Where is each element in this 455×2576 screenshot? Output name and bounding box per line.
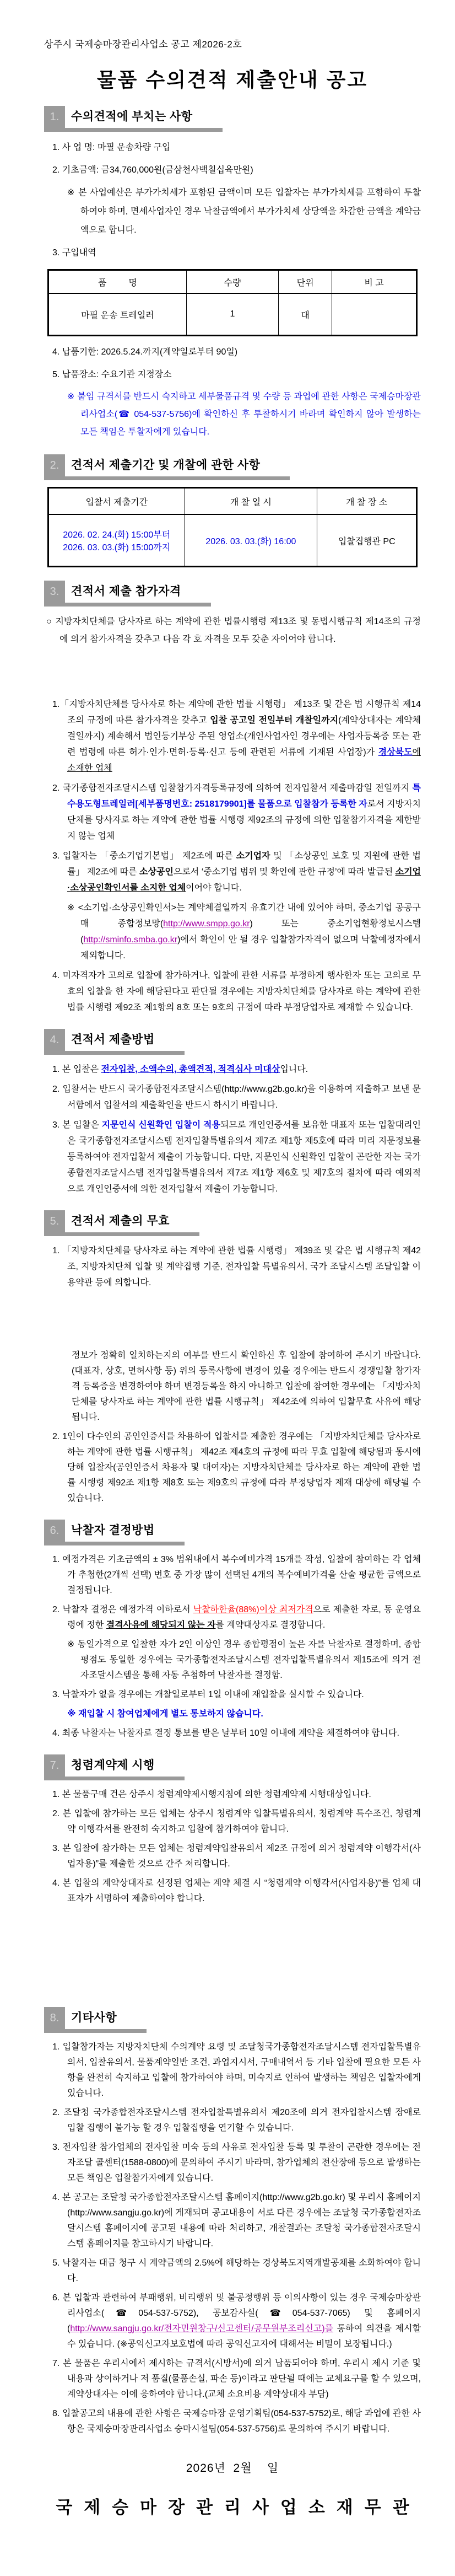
column-header: 개 찰 일 시 bbox=[185, 488, 317, 515]
text-run: 1. 본 입찰은 bbox=[52, 1065, 101, 1074]
section-number-badge: 5. bbox=[44, 1210, 65, 1232]
text-run: 및 「소상공인 보호 및 지원에 관한 법률」 제2조에 따른 bbox=[67, 851, 421, 877]
text-run: 7. 본 물품은 우리시에서 제시하는 규격서(시방서)에 의거 납품되어야 하며, 우리시 제시 기준 및 내용과 상이하거나 저 품질(물품손실, 파손 등)이라고 판단될 때에는 교체요구를 할 수 있으며, 계약상대자는 이에 응하여야 합니다.(교체 소요비용 계약상대자 부담) bbox=[52, 2359, 421, 2399]
text-run: ※ 재입찰 시 참여업체에게 별도 통보하지 않습니다. bbox=[67, 1709, 263, 1719]
notice-number: 상주시 국제승마장관리사업소 공고 제2026-2호 bbox=[44, 39, 242, 50]
text-run: 으로서 ‘중소기업 범위 및 확인에 관한 규정’에 따라 발급된 bbox=[173, 867, 396, 877]
text-run: 결격사유에 해당되지 않는 자 bbox=[106, 1620, 216, 1630]
text-run: 3. 낙찰자가 없을 경우에는 개찰일로부터 1일 이내에 재입찰을 실시할 수 있습니다. bbox=[52, 1690, 364, 1699]
text-run: 3. 입찰자는 「중소기업기본법」 제2조에 따른 bbox=[52, 851, 236, 861]
text-run: 2. 국가종합전자조달시스템 입찰참가자격등록규정에 의하여 전자입찰서 제출마감일 전일까지 bbox=[52, 783, 413, 793]
paragraph bbox=[52, 780, 421, 844]
table-cell bbox=[332, 293, 417, 336]
section-heading-bar bbox=[44, 1029, 185, 1055]
paragraph bbox=[52, 848, 421, 896]
text-run: 2. 조달청 국가종합전자조달시스템 전자입찰특별유의서 제20조에 의거 전자입찰시스템 장애로 입찰 집행이 불가능 할 경우 입찰집행을 연기할 수 있습니다. bbox=[52, 2108, 421, 2133]
text-run: 되므로 개인인증서를 보유한 대표자 또는 입찰대리인은 국가종합전자조달시스템 전자입찰특별유의서 제7조 제1항 제5호에 따라 미리 지문정보를 등록하여야 전자입찰서 제출이 가능합니다. 다만, 지문인식 신원확인 입찰이 곤란한 자는 국가종합전자조달시스템 전자입찰특별유의서 제7조 제1항 제6호 및 제7호의 절차에 따라 예외적으로 개인인증서에 의한 전자입찰서 제출이 가능합니다. bbox=[67, 1120, 421, 1194]
section-heading-4 bbox=[44, 1029, 421, 1055]
paragraph bbox=[52, 1876, 421, 1907]
text-run: 3. 본 입찰은 bbox=[52, 1120, 102, 1130]
section-heading-bar bbox=[44, 1520, 185, 1545]
text-run: 6. 본 입찰과 관련하여 부패행위, 비리행위 및 불공정행위 등 이의사항이 있는 경우 국제승마장관리사업소(☎054-537-5752), 공보감사실(☎054-537-7065) 및 홈페이지 ( bbox=[52, 2293, 421, 2333]
section-title: 견적서 제출의 무효 bbox=[71, 1215, 170, 1227]
text-run: 3. 본 입찰에 참가하는 모든 업체는 청렴계약입찰유의서 제2조 규정에 의거 청렴계약 이행각서(사업자용)”를 제출한 것으로 간주 처리합니다. bbox=[52, 1844, 421, 1869]
paragraph bbox=[52, 1061, 421, 1077]
section-heading-3 bbox=[44, 581, 421, 607]
text-run: 4. 최종 낙찰자는 낙찰자로 결정 통보를 받은 날부터 10일 이내에 계약을 체결하여야 합니다. bbox=[52, 1729, 399, 1738]
paragraph bbox=[67, 388, 421, 441]
text-run: 4. 본 입찰의 계약상대자로 선정된 업체는 계약 체결 시 “청렴계약 이행각서(사업자용)”를 업체 대표자가 서명하여 제출하여야 합니다. bbox=[52, 1879, 421, 1903]
text-run: 정보가 정확히 일치하는지의 여부를 반드시 확인하신 후 입찰에 참여하여 주시기 바랍니다.(대표자, 상호, 면허사항 등) 위의 등록사항에 변경이 있을 경우에는 반드시 경쟁입찰 참가자격 등록증을 변경하여야 하며 변경등록을 하지 아니하고 입찰에 참여한 경우에는 「지방자치단체를 당사자로 하는 계약에 관한 법률 시행규칙」 제42조에 의하여 입찰무효 사유에 해당됩니다. bbox=[72, 1351, 421, 1422]
section-heading-bar bbox=[44, 581, 211, 607]
text-run: 4. 본 공고는 조달청 국가종합전자조달시스템 홈페이지(http://www.g2b.go.kr) 및 우리시 홈페이지 (http://www.sangju.go.kr)에 게재되며 공고내용이 서로 다른 경우에는 조달청 국가종합전자조달시스템 홈페이지에 공고된 내용에 따라 처리하고, 개찰결과는 조달청 국가종합전자조달시스템 홈페이지를 참고하시기 바랍니다. bbox=[52, 2193, 421, 2248]
section-heading-bar bbox=[44, 2007, 147, 2033]
text-run: 입찰 공고일 전일부터 개찰일까지 bbox=[210, 716, 339, 725]
text-run: 3. 구입내역 bbox=[52, 248, 96, 257]
section-heading-bar bbox=[44, 106, 223, 132]
section-heading-7 bbox=[44, 1754, 421, 1780]
text-run: 3. 전자입찰 참가업체의 전자입찰 미숙 등의 사유로 전자입찰 등록 및 투찰이 곤란한 경우에는 전자조달 콜센터(1588-0800)에 문의하여 주시기 바라며, 참가업체의 전산장애 등으로 발생하는 모든 책임은 입찰참가자에게 있습니다. bbox=[52, 2143, 421, 2183]
text-run: 으로 제출한 자로, 동 운영요령에 정한 bbox=[67, 1605, 421, 1630]
text-run: 1. 「지방자치단체를 당사자로 하는 계약에 관한 법률 시행령」 제39조 및 같은 법 시행규칙 제42조, 지방자치단체 입찰 및 계약집행 기준, 전자입찰 특별유의서, 국가 조달시스템 조달입찰 이용약관 등에 의합니다. bbox=[52, 1246, 421, 1287]
section-title: 견적서 제출 참가자격 bbox=[71, 585, 181, 598]
paragraph bbox=[46, 613, 421, 648]
paragraph bbox=[52, 2356, 421, 2402]
text-run: 를 계약대상자로 결정합니다. bbox=[215, 1620, 326, 1630]
text-run: 특수용도형트레일러[세부품명번호: 2518179901]를 물품으로 입찰참가 등록한 자 bbox=[67, 783, 421, 809]
table-row bbox=[48, 514, 417, 567]
text-run: 4. 미자격자가 고의로 입찰에 참가하거나, 입찰에 관한 서류를 부정하게 행사한자 또는 고의로 무효의 입찰을 한 자에 해당된다고 판단될 경우에는 지방자치단체를 당사자로 하는 계약에 관한 법률 시행령 제92조 제1항의 8호 또는 9호의 규정에 따라 부정당업자로 제재할 수 있습니다. bbox=[52, 971, 421, 1012]
section-number-badge: 6. bbox=[44, 1520, 65, 1542]
paragraph bbox=[52, 244, 421, 262]
text-run: 1.「지방자치단체를 당사자로 하는 계약에 관한 법률 시행령」 제13조 및 같은 법 시행규칙 제14조의 규정에 따른 참가자격을 갖추고 bbox=[52, 700, 421, 725]
text-run: 1. 예정가격은 기초금액의 ± 3% 범위내에서 복수예비가격 15개를 작성, 입찰에 참여하는 각 업체가 추첨한(2개씩 선택) 번호 중 가장 많이 선택된 4개의 복수예비가격을 산술 평균한 금액으로 결정됩니다. bbox=[52, 1555, 421, 1595]
paragraph bbox=[52, 1787, 421, 1802]
text-run: 5. 낙찰자는 대금 청구 시 계약금액의 2.5%에 해당하는 경상북도지역개발공채를 소화하여야 합니다. bbox=[52, 2258, 421, 2283]
section-title: 견적서 제출기간 및 개찰에 관한 사항 bbox=[71, 459, 261, 471]
section-number-badge: 3. bbox=[44, 581, 65, 603]
text-run: 로서 지방자치단체를 당사자로 하는 계약에 관한 법률 시행령 제92조의 규정에 의한 입찰참가자격을 제한받지 않는 업체 bbox=[67, 799, 421, 841]
text-run: 전자입찰, 소액수의, 총액견적, 적격심사 미대상 bbox=[101, 1065, 280, 1074]
section-heading-bar bbox=[44, 1754, 185, 1780]
paragraph bbox=[52, 968, 421, 1016]
text-run: ※ <소기업·소상공인확인서>는 계약체결일까지 유효기간 내에 있어야 하며, 중소기업 공공구매 종합정보망( bbox=[67, 903, 421, 929]
paragraph bbox=[52, 2290, 421, 2352]
table-cell: 입찰집행관 PC bbox=[317, 514, 417, 567]
paragraph bbox=[52, 1687, 421, 1703]
paragraph bbox=[52, 2256, 421, 2287]
paragraph bbox=[52, 366, 421, 384]
url-link[interactable]: http://sminfo.smba.go.kr bbox=[83, 935, 178, 944]
document-page-2 bbox=[0, 644, 455, 1288]
paragraph bbox=[52, 343, 421, 362]
table-row bbox=[48, 293, 417, 336]
text-run: 2. 1인이 다수인의 공인인증서를 차용하여 입찰서를 제출한 경우에는 「지방자치단체를 당사자로 하는 계약에 관한 법률 시행규칙」 제42조 제4호의 규정에 따라 무효 입찰에 해당됨과 동시에 당해 입찰자(공인인증서 차용자 및 대여자)는 지방자치단체를 당사자로 하는 계약에 관한 법률 시행령 제92조 제1항 제8호 또는 제9호의 규정에 따라 부정당업자 제재 대상에 해당될 수 있습니다. bbox=[52, 1432, 421, 1503]
paragraph bbox=[52, 2140, 421, 2186]
paragraph bbox=[52, 1726, 421, 1741]
section-heading-6 bbox=[44, 1520, 421, 1545]
signing-authority: 국제승마장관리사업소재무관 bbox=[56, 2498, 421, 2517]
table-cell: 마필 운송 트레일러 bbox=[48, 293, 187, 336]
text-run: 1. 입찰참가자는 지방자치단체 수의계약 요령 및 조달청국가종합전자조달시스템 전자입찰특별유의서, 입찰유의서, 물품계약일반 조건, 과업지시서, 구매내역서 등 기타 입찰에 필요한 모든 사항을 완전히 숙지하고 입찰에 참가하여야 하며, 미숙지로 인하여 발생하는 책임은 입찰자에게 있습니다. bbox=[52, 2042, 421, 2098]
date-line: 2026년 2월 일 bbox=[186, 2462, 279, 2475]
paragraph bbox=[67, 1637, 421, 1683]
section-heading-5 bbox=[44, 1210, 421, 1236]
text-run: 2. 낙찰자 결정은 예정가격 이하로서 bbox=[52, 1605, 193, 1614]
column-header: 비 고 bbox=[332, 270, 417, 294]
section-title: 견적서 제출방법 bbox=[71, 1033, 155, 1046]
paragraph bbox=[52, 1117, 421, 1197]
text-run: 소기업자 bbox=[236, 851, 270, 861]
paragraph bbox=[52, 2190, 421, 2252]
text-run: ※ 동일가격으로 입찰한 자가 2인 이상인 경우 종합평점이 높은 자를 낙찰자로 결정하며, 종합평점도 동일한 경우에는 국가종합전자조달시스템 전자입찰특별유의서 제15조에 의거 전자조달시스템을 통해 자동 추첨하여 낙찰자를 결정함. bbox=[67, 1640, 421, 1680]
paragraph bbox=[67, 184, 421, 240]
text-run: 2. 입찰서는 반드시 국가종합전자조달시스템(http://www.g2b.go.kr)을 이용하여 제출하고 보낸 문서함에서 입찰서의 제출확인을 반드시 하시기 바랍니다. bbox=[52, 1085, 421, 1110]
section-number-badge: 1. bbox=[44, 106, 65, 128]
section-number-badge: 7. bbox=[44, 1754, 65, 1777]
section-number-badge: 8. bbox=[44, 2007, 65, 2029]
text-run: 4. 납품기한: 2026.5.24.까지(계약일로부터 90일) bbox=[52, 347, 238, 357]
text-run: )에서 확인이 안 될 경우 입찰참가자격이 없으며 낙찰예정자에서 제외합니다. bbox=[80, 935, 421, 960]
page-2-content bbox=[44, 696, 421, 1311]
schedule-table bbox=[47, 487, 418, 567]
table-header-row bbox=[48, 488, 417, 515]
text-run: (계약상대자는 계약체결일까지) 계속해서 법인등기부상 주된 영업소(개인사업자인 경우에는 사업자등록증 또는 관련 법령에 따른 허가·인가·면허·등록·신고 등에 관련된 서류에 기재된 사업장)가 bbox=[67, 716, 421, 757]
paragraph bbox=[52, 2040, 421, 2101]
goods-table bbox=[47, 269, 418, 336]
text-run: ※ 본 사업예산은 부가가치세가 포함된 금액이며 모든 입찰자는 부가가치세를 포함하여 투찰하여야 하며, 면세사업자인 경우 낙찰금액에서 부가가치세 상당액을 차감한 금액을 계약금액으로 합니다. bbox=[67, 188, 421, 235]
section-heading-2 bbox=[44, 454, 421, 480]
text-run: 1. 본 물품구매 건은 상주시 청렴계약제시행지침에 의한 청렴계약제 시행대상입니다. bbox=[52, 1790, 371, 1799]
paragraph bbox=[52, 1806, 421, 1837]
text-run: 소기업·소상공인확인서를 소지한 업체 bbox=[67, 867, 421, 893]
text-run: 2. 기초금액: 금34,760,000원(금삼천사백칠십육만원) bbox=[52, 165, 253, 175]
section-heading-1 bbox=[44, 106, 421, 132]
section-title: 청렴계약제 시행 bbox=[71, 1759, 155, 1772]
paragraph bbox=[52, 1243, 421, 1291]
document-page-1 bbox=[0, 0, 455, 644]
paragraph bbox=[52, 161, 421, 180]
text-run: 낙찰하한율(88%)이상 최저가격 bbox=[193, 1605, 313, 1614]
table-cell: 2026. 02. 24.(화) 15:00부터 2026. 03. 03.(화) 15:00까지 bbox=[48, 514, 185, 567]
paragraph bbox=[67, 900, 421, 964]
paragraph bbox=[52, 1429, 421, 1506]
table-header-row bbox=[48, 270, 417, 294]
text-run: ) 또는 중소기업현황정보시스템( bbox=[80, 919, 421, 944]
text-run: 지문인식 신원확인 입찰이 적용 bbox=[101, 1120, 220, 1130]
section-title: 낙찰자 결정방법 bbox=[71, 1524, 155, 1537]
document-title: 물품 수의견적 제출안내 공고 bbox=[96, 68, 369, 91]
paragraph bbox=[52, 1552, 421, 1598]
section-number-badge: 4. bbox=[44, 1029, 65, 1051]
paragraph bbox=[67, 1706, 421, 1722]
column-header: 단위 bbox=[279, 270, 332, 294]
section-number-badge: 2. bbox=[44, 454, 65, 476]
table-cell: 2026. 03. 03.(화) 16:00 bbox=[185, 514, 317, 567]
text-run: 5. 납품장소: 수요기관 지정장소 bbox=[52, 370, 172, 379]
page-3-content bbox=[44, 1348, 421, 1907]
url-link[interactable]: http://www.smpp.go.kr bbox=[163, 919, 250, 929]
section-title: 기타사항 bbox=[71, 2011, 117, 2024]
paragraph bbox=[52, 138, 421, 157]
text-run: 경상북도 bbox=[378, 748, 413, 757]
page-1-content bbox=[44, 106, 421, 648]
text-run: ※ 붙임 규격서를 반드시 숙지하고 세부물품규격 및 수량 등 과업에 관한 사항은 국제승마장관리사업소(☎ 054-537-5756)에 확인하신 후 투찰하시기 바라며 확인하지 않아 발생하는 모든 책임은 투찰자에게 있습니다. bbox=[67, 392, 421, 437]
text-run: 입니다. bbox=[280, 1065, 308, 1074]
text-run: 이어야 합니다. bbox=[186, 883, 242, 893]
column-header: 입찰서 제출기간 bbox=[48, 488, 185, 515]
text-run: 8. 입찰공고의 내용에 관한 사항은 국제승마장 운영기획팀(054-537-5752)로, 해당 과업에 관한 사항은 국제승마장관리사업소 승마시설팀(054-537-5756)로 문의하여 주시기 바랍니다. bbox=[52, 2409, 421, 2434]
paragraph bbox=[52, 2406, 421, 2437]
paragraph bbox=[52, 1841, 421, 1872]
document-page-4 bbox=[0, 1932, 455, 2576]
page-4-content bbox=[44, 2007, 421, 2437]
paragraph bbox=[52, 696, 421, 776]
table-cell: 대 bbox=[279, 293, 332, 336]
text-run: 1. 사 업 명: 마필 운송차량 구입 bbox=[52, 143, 171, 152]
section-heading-bar bbox=[44, 454, 290, 480]
text-run: 소상공인 bbox=[139, 867, 174, 877]
paragraph bbox=[52, 1081, 421, 1113]
section-title: 수의견적에 부치는 사항 bbox=[71, 110, 193, 123]
text-run: 통하여 의견을 제시할 수 있습니다. (※공익신고자보호법에 따라 공익신고자에 대해서는 비밀이 보장됩니다.) bbox=[67, 2324, 421, 2349]
column-header: 품 명 bbox=[48, 270, 187, 294]
paragraph bbox=[52, 2105, 421, 2136]
document-page-3 bbox=[0, 1288, 455, 1932]
table-cell: 1 bbox=[186, 293, 278, 336]
paragraph bbox=[52, 1602, 421, 1633]
url-link[interactable]: http://www.sangju.go.kr/전자민원창구/신고센터/공무원부조리신고)를 bbox=[70, 2324, 334, 2333]
text-run: ○ 지방자치단체를 당사자로 하는 계약에 관한 법률시행령 제13조 및 동법시행규칙 제14조의 규정에 의거 참가자격을 갖추고 다음 각 호 자격을 모두 갖춘 자이어야 합니다. bbox=[46, 617, 421, 644]
column-header: 수량 bbox=[186, 270, 278, 294]
text-run: 에 소재한 업체 bbox=[67, 748, 421, 773]
paragraph bbox=[72, 1348, 421, 1425]
text-run: 2. 본 입찰에 참가하는 모든 업체는 상주시 청렴계약 입찰특별유의서, 청렴계약 특수조건, 청렴계약 이행각서를 완전히 숙지하고 입찰에 참가하여야 합니다. bbox=[52, 1809, 421, 1834]
section-heading-bar bbox=[44, 1210, 199, 1236]
column-header: 개 찰 장 소 bbox=[317, 488, 417, 515]
section-heading-8 bbox=[44, 2007, 421, 2033]
